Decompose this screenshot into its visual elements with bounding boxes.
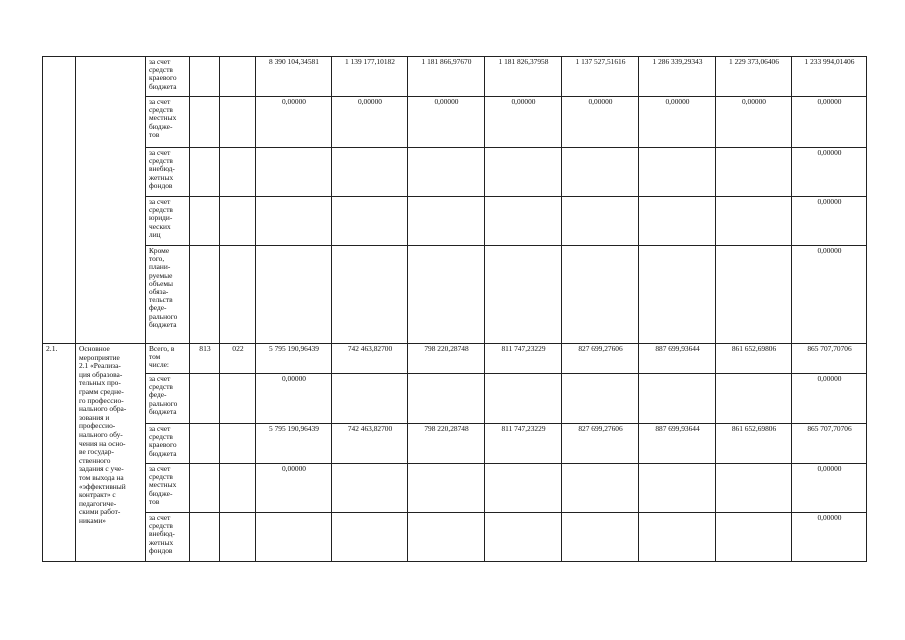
- code-cell: [220, 148, 256, 197]
- code-cell: [190, 57, 220, 97]
- value-cell: 0,00000: [792, 374, 867, 424]
- code-cell: [190, 97, 220, 148]
- value-cell: [332, 464, 408, 513]
- value-cell: 865 707,70706: [792, 344, 867, 374]
- value-cell: 0,00000: [792, 246, 867, 344]
- value-cell: 0,00000: [792, 97, 867, 148]
- funding-source-cell: за счет средств местных бюдже- тов: [146, 97, 190, 148]
- value-cell: [485, 464, 562, 513]
- value-cell: [485, 374, 562, 424]
- value-cell: 0,00000: [562, 97, 639, 148]
- code-cell: [220, 57, 256, 97]
- value-cell: [332, 148, 408, 197]
- value-cell: 887 699,93644: [639, 424, 716, 464]
- code-cell: [190, 374, 220, 424]
- code-cell: [190, 246, 220, 344]
- value-cell: [562, 148, 639, 197]
- value-cell: 0,00000: [332, 97, 408, 148]
- code-cell: [190, 148, 220, 197]
- value-cell: 861 652,69806: [716, 344, 792, 374]
- value-cell: [716, 374, 792, 424]
- value-cell: 742 463,82700: [332, 424, 408, 464]
- value-cell: 0,00000: [256, 464, 332, 513]
- value-cell: [408, 246, 485, 344]
- code-cell: [220, 97, 256, 148]
- value-cell: [716, 197, 792, 246]
- value-cell: [639, 513, 716, 562]
- table-row: [43, 148, 867, 197]
- value-cell: 0,00000: [639, 97, 716, 148]
- table-row: [43, 246, 867, 344]
- code-cell: [220, 513, 256, 562]
- table-row: [43, 424, 867, 464]
- table-row: [43, 464, 867, 513]
- value-cell: [332, 197, 408, 246]
- value-cell: [408, 464, 485, 513]
- value-cell: [332, 374, 408, 424]
- funding-source-cell: за счет средств внебюд- жетных фондов: [146, 513, 190, 562]
- value-cell: [485, 197, 562, 246]
- value-cell: 5 795 190,96439: [256, 344, 332, 374]
- value-cell: [562, 197, 639, 246]
- value-cell: 0,00000: [256, 374, 332, 424]
- code-cell: [190, 464, 220, 513]
- value-cell: 0,00000: [792, 148, 867, 197]
- code-cell: 022: [220, 344, 256, 374]
- value-cell: 827 699,27606: [562, 344, 639, 374]
- value-cell: [716, 246, 792, 344]
- code-cell: 813: [190, 344, 220, 374]
- description-cell-empty: [76, 57, 146, 344]
- table-row: [43, 97, 867, 148]
- value-cell: [256, 197, 332, 246]
- measure-number: 2.1.: [43, 344, 76, 562]
- value-cell: 8 390 104,34581: [256, 57, 332, 97]
- value-cell: 1 229 373,06406: [716, 57, 792, 97]
- value-cell: [639, 464, 716, 513]
- funding-source-cell: за счет средств юриди- ческих лиц: [146, 197, 190, 246]
- value-cell: [332, 246, 408, 344]
- value-cell: [408, 374, 485, 424]
- value-cell: 0,00000: [792, 513, 867, 562]
- value-cell: [485, 246, 562, 344]
- value-cell: 1 181 866,97670: [408, 57, 485, 97]
- value-cell: [485, 513, 562, 562]
- value-cell: [408, 513, 485, 562]
- value-cell: [408, 148, 485, 197]
- value-cell: 0,00000: [716, 97, 792, 148]
- value-cell: 798 220,28748: [408, 344, 485, 374]
- value-cell: [716, 513, 792, 562]
- value-cell: [639, 374, 716, 424]
- value-cell: 827 699,27606: [562, 424, 639, 464]
- funding-source-cell: за счет средств краевого бюджета: [146, 424, 190, 464]
- value-cell: 1 181 826,37958: [485, 57, 562, 97]
- value-cell: [716, 148, 792, 197]
- code-cell: [190, 424, 220, 464]
- code-cell: [190, 513, 220, 562]
- value-cell: 1 137 527,51616: [562, 57, 639, 97]
- funding-source-cell: за счет средств феде- рального бюджета: [146, 374, 190, 424]
- value-cell: 5 795 190,96439: [256, 424, 332, 464]
- table-row: [43, 57, 867, 97]
- value-cell: 1 233 994,01406: [792, 57, 867, 97]
- code-cell: [220, 197, 256, 246]
- value-cell: 887 699,93644: [639, 344, 716, 374]
- code-cell: [220, 424, 256, 464]
- funding-source-cell: Кроме того, плани- руемые объемы обяза- тельств феде- рального бюджета: [146, 246, 190, 344]
- value-cell: [639, 197, 716, 246]
- value-cell: [256, 148, 332, 197]
- value-cell: [639, 246, 716, 344]
- value-cell: [485, 148, 562, 197]
- funding-source-cell: Всего, в том числе:: [146, 344, 190, 374]
- budget-table: [42, 56, 867, 562]
- code-cell: [220, 464, 256, 513]
- value-cell: [562, 513, 639, 562]
- value-cell: 0,00000: [792, 197, 867, 246]
- value-cell: [562, 374, 639, 424]
- value-cell: [562, 246, 639, 344]
- value-cell: [408, 197, 485, 246]
- value-cell: 865 707,70706: [792, 424, 867, 464]
- number-cell-empty: [43, 57, 76, 344]
- value-cell: 1 286 339,29343: [639, 57, 716, 97]
- value-cell: 0,00000: [485, 97, 562, 148]
- value-cell: 1 139 177,10182: [332, 57, 408, 97]
- value-cell: 0,00000: [408, 97, 485, 148]
- value-cell: 0,00000: [256, 97, 332, 148]
- funding-source-cell: за счет средств местных бюдже- тов: [146, 464, 190, 513]
- table-row: [43, 344, 867, 374]
- table-row: [43, 197, 867, 246]
- code-cell: [190, 197, 220, 246]
- funding-source-cell: за счет средств внебюд- жетных фондов: [146, 148, 190, 197]
- code-cell: [220, 246, 256, 344]
- value-cell: [716, 464, 792, 513]
- value-cell: 0,00000: [792, 464, 867, 513]
- table-row: [43, 513, 867, 562]
- value-cell: 798 220,28748: [408, 424, 485, 464]
- value-cell: [256, 513, 332, 562]
- value-cell: [639, 148, 716, 197]
- funding-source-cell: за счет средств краевого бюджета: [146, 57, 190, 97]
- value-cell: 742 463,82700: [332, 344, 408, 374]
- code-cell: [220, 374, 256, 424]
- value-cell: 811 747,23229: [485, 424, 562, 464]
- measure-description: Основное мероприятие 2.1 «Реализа- ция образова- тельных про- грамм средне- го профессио- нального обра- зования и профессио- нального обу- чения на осно- ве государ- ственного задания с уче- том выхода на «эффективный контракт» с педагогиче- скими работ- никами»: [76, 344, 146, 562]
- value-cell: [332, 513, 408, 562]
- value-cell: 811 747,23229: [485, 344, 562, 374]
- table-row: [43, 374, 867, 424]
- value-cell: [256, 246, 332, 344]
- value-cell: 861 652,69806: [716, 424, 792, 464]
- value-cell: [562, 464, 639, 513]
